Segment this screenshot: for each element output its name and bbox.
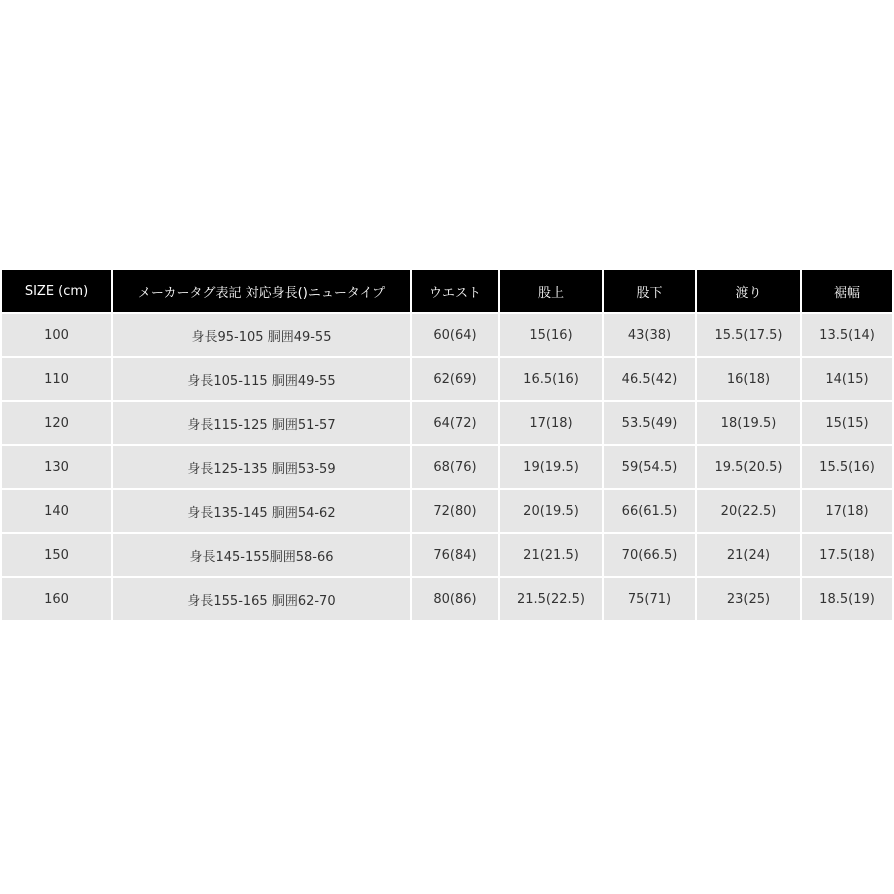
cell-size: 120 bbox=[2, 402, 111, 444]
cell-waist: 64(72) bbox=[412, 402, 498, 444]
cell-inseam: 46.5(42) bbox=[604, 358, 695, 400]
cell-size: 100 bbox=[2, 314, 111, 356]
cell-maker-tag: 身長95-105 胴囲49-55 bbox=[113, 314, 410, 356]
cell-thigh: 16(18) bbox=[697, 358, 800, 400]
cell-thigh: 15.5(17.5) bbox=[697, 314, 800, 356]
cell-hem-width: 17(18) bbox=[802, 490, 892, 532]
cell-maker-tag: 身長115-125 胴囲51-57 bbox=[113, 402, 410, 444]
cell-hem-width: 18.5(19) bbox=[802, 578, 892, 620]
table-row bbox=[2, 578, 892, 620]
cell-maker-tag: 身長145-155胴囲58-66 bbox=[113, 534, 410, 576]
table-row bbox=[2, 402, 892, 444]
header-hem-width: 裾幅 bbox=[802, 270, 892, 312]
cell-inseam: 75(71) bbox=[604, 578, 695, 620]
header-thigh: 渡り bbox=[697, 270, 800, 312]
cell-maker-tag: 身長105-115 胴囲49-55 bbox=[113, 358, 410, 400]
cell-waist: 76(84) bbox=[412, 534, 498, 576]
table-row bbox=[2, 358, 892, 400]
cell-size: 160 bbox=[2, 578, 111, 620]
cell-thigh: 21(24) bbox=[697, 534, 800, 576]
cell-rise: 21.5(22.5) bbox=[500, 578, 602, 620]
cell-thigh: 23(25) bbox=[697, 578, 800, 620]
cell-rise: 19(19.5) bbox=[500, 446, 602, 488]
cell-maker-tag: 身長155-165 胴囲62-70 bbox=[113, 578, 410, 620]
cell-rise: 15(16) bbox=[500, 314, 602, 356]
table-row bbox=[2, 490, 892, 532]
cell-waist: 72(80) bbox=[412, 490, 498, 532]
cell-rise: 16.5(16) bbox=[500, 358, 602, 400]
cell-inseam: 59(54.5) bbox=[604, 446, 695, 488]
table-header-row bbox=[2, 270, 892, 312]
table-row bbox=[2, 314, 892, 356]
cell-hem-width: 15.5(16) bbox=[802, 446, 892, 488]
cell-waist: 60(64) bbox=[412, 314, 498, 356]
header-inseam: 股下 bbox=[604, 270, 695, 312]
cell-waist: 68(76) bbox=[412, 446, 498, 488]
cell-size: 150 bbox=[2, 534, 111, 576]
table-row bbox=[2, 446, 892, 488]
cell-hem-width: 15(15) bbox=[802, 402, 892, 444]
cell-thigh: 18(19.5) bbox=[697, 402, 800, 444]
cell-rise: 21(21.5) bbox=[500, 534, 602, 576]
cell-waist: 62(69) bbox=[412, 358, 498, 400]
cell-waist: 80(86) bbox=[412, 578, 498, 620]
cell-inseam: 70(66.5) bbox=[604, 534, 695, 576]
size-chart-table bbox=[0, 268, 894, 622]
header-maker-tag: メーカータグ表記 対応身長()ニュータイプ bbox=[113, 270, 410, 312]
header-waist: ウエスト bbox=[412, 270, 498, 312]
cell-hem-width: 13.5(14) bbox=[802, 314, 892, 356]
cell-maker-tag: 身長135-145 胴囲54-62 bbox=[113, 490, 410, 532]
cell-thigh: 20(22.5) bbox=[697, 490, 800, 532]
cell-inseam: 53.5(49) bbox=[604, 402, 695, 444]
cell-hem-width: 14(15) bbox=[802, 358, 892, 400]
header-size: SIZE (cm) bbox=[2, 270, 111, 312]
cell-size: 130 bbox=[2, 446, 111, 488]
cell-hem-width: 17.5(18) bbox=[802, 534, 892, 576]
cell-size: 140 bbox=[2, 490, 111, 532]
cell-thigh: 19.5(20.5) bbox=[697, 446, 800, 488]
header-rise: 股上 bbox=[500, 270, 602, 312]
cell-rise: 17(18) bbox=[500, 402, 602, 444]
table-row bbox=[2, 534, 892, 576]
cell-inseam: 66(61.5) bbox=[604, 490, 695, 532]
cell-inseam: 43(38) bbox=[604, 314, 695, 356]
cell-maker-tag: 身長125-135 胴囲53-59 bbox=[113, 446, 410, 488]
cell-rise: 20(19.5) bbox=[500, 490, 602, 532]
cell-size: 110 bbox=[2, 358, 111, 400]
